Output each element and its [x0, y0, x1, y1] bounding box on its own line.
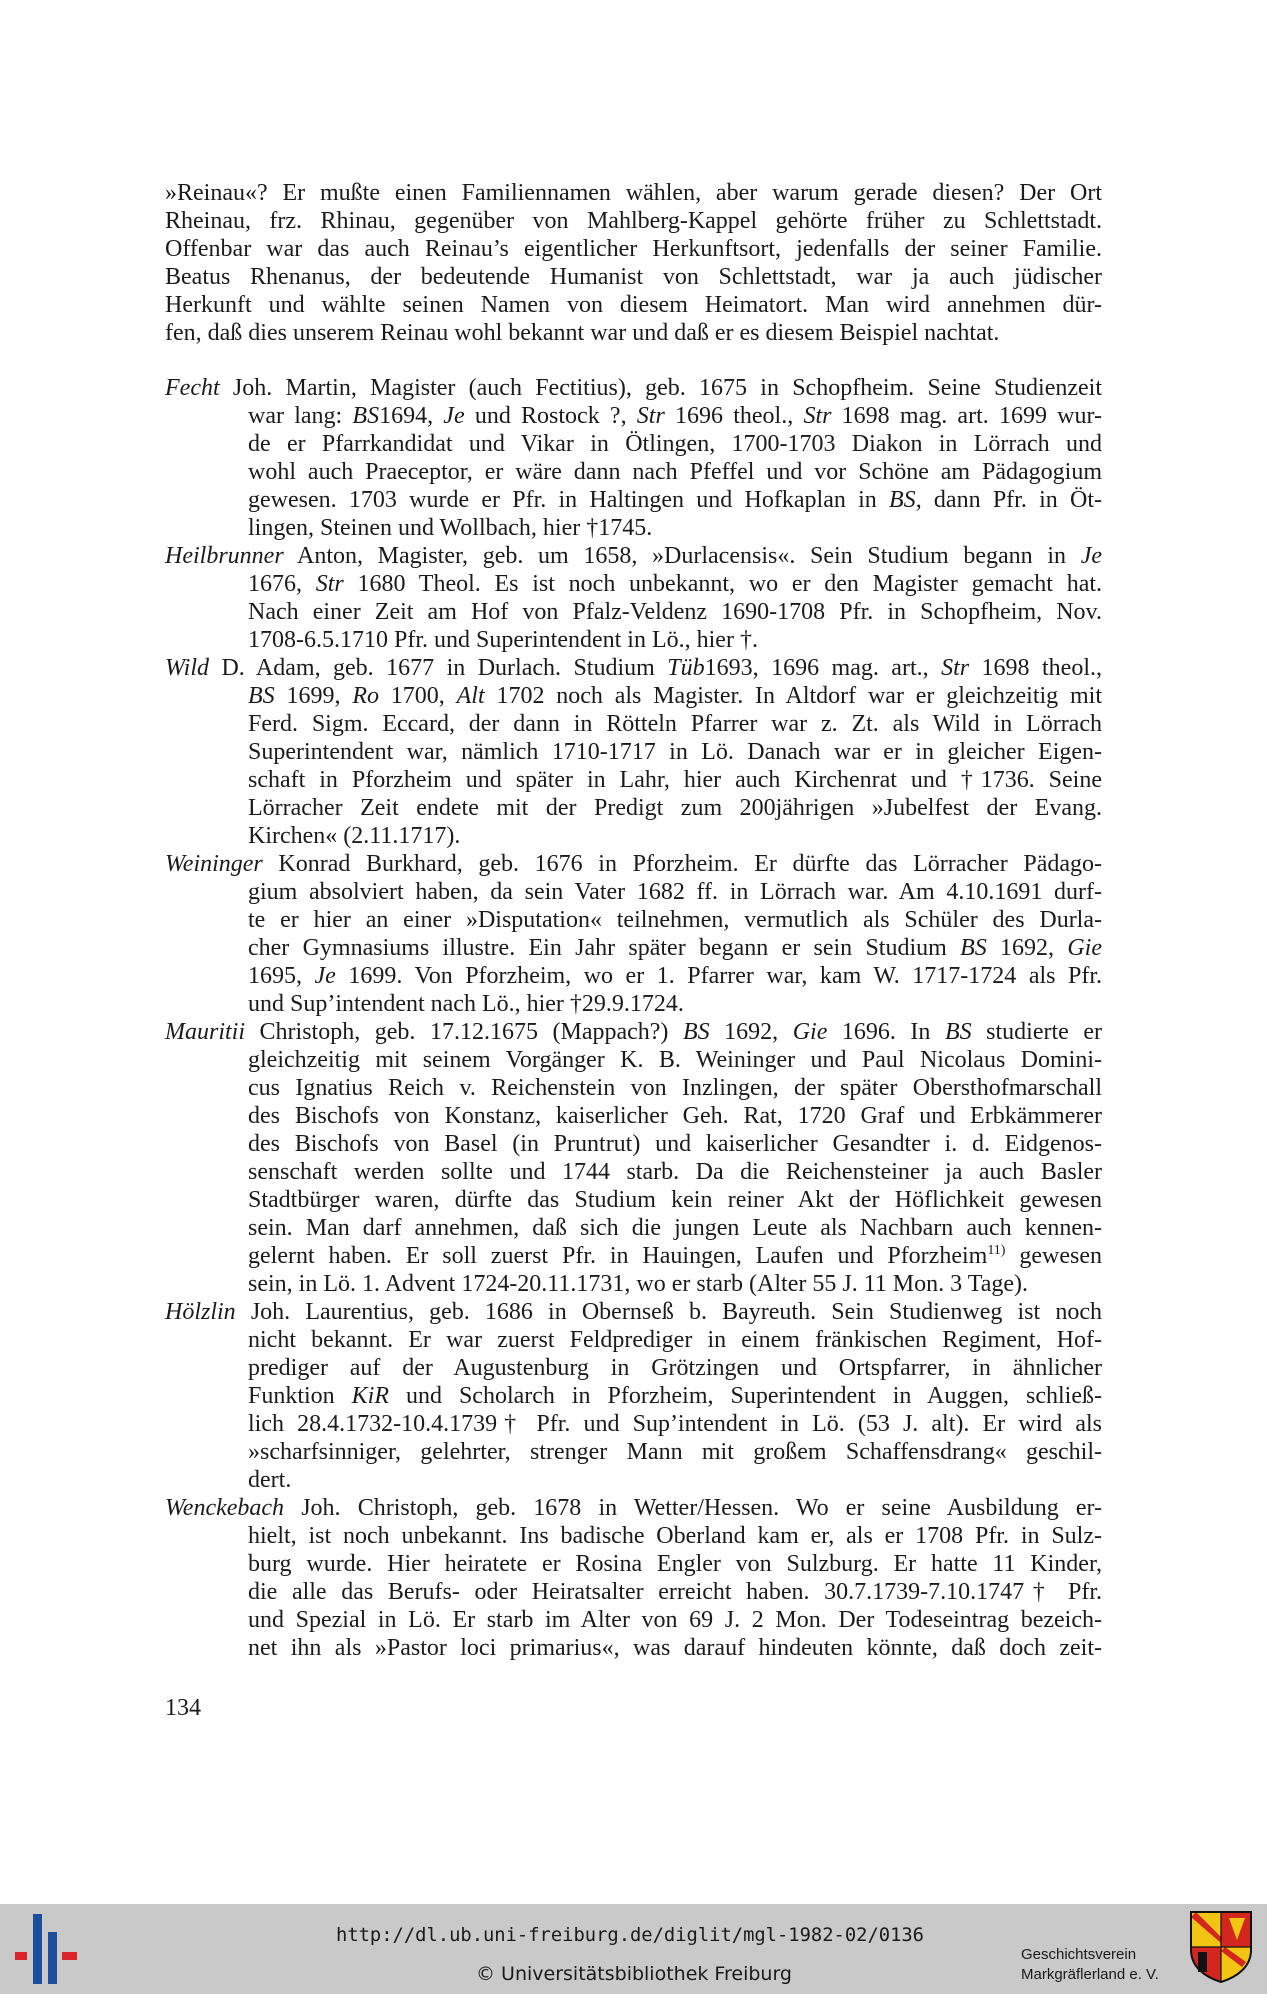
text-line: [165, 291, 1102, 319]
text-run: prediger auf der Augustenburg in Grötzingen und Ortspfarrer, in ähnlicher: [248, 1355, 1102, 1381]
text-run: und Spezial in Lö. Er starb im Alter von 69 J. 2 Mon. Der Todeseintrag bezeich-: [248, 1607, 1102, 1633]
italic-term: Mauritii: [165, 1019, 246, 1045]
text-run: Lörracher Zeit endete mit der Predigt zum 200jährigen »Jubelfest der Evang.: [248, 795, 1102, 821]
italic-term: Weininger: [165, 851, 263, 877]
text-line: [248, 1606, 1102, 1634]
text-line: [165, 235, 1102, 263]
entry-weininger: [165, 850, 1102, 1018]
text-line: [248, 710, 1102, 738]
text-line: [248, 1046, 1102, 1074]
italic-term: BS: [352, 403, 380, 429]
text-run: Funktion: [248, 1383, 352, 1409]
text-line: [248, 458, 1102, 486]
text-line: [248, 1382, 1102, 1410]
text-line: [248, 430, 1102, 458]
text-line: [248, 906, 1102, 934]
text-line: [248, 1354, 1102, 1382]
text-run: gleichzeitig mit seinem Vorgänger K. B. Weininger und Paul Nicolaus Domini-: [248, 1047, 1102, 1073]
text-line: [248, 1214, 1102, 1242]
text-run: senschaft werden sollte und 1744 starb. Da die Reichensteiner ja auch Basler: [248, 1159, 1102, 1185]
text-run: 1695,: [248, 963, 315, 989]
text-line: [248, 1550, 1102, 1578]
italic-term: Str: [803, 403, 832, 429]
page-number: 134: [165, 1695, 201, 1721]
text-run: dert.: [248, 1467, 292, 1493]
text-run: 1702 noch als Magister. In Altdorf war er gleichzeitig mit: [484, 683, 1103, 709]
text-line: [248, 1270, 1102, 1298]
text-line: [248, 990, 1102, 1018]
text-line: [248, 1074, 1102, 1102]
text-run: 1698 theol.,: [969, 655, 1102, 681]
text-run: 1693, 1696 mag. art.,: [704, 655, 942, 681]
italic-term: Hölzlin: [165, 1299, 236, 1325]
text-run: und Sup’intendent nach Lö., hier †29.9.1724.: [248, 991, 684, 1017]
copyright-notice: © Universitätsbibliothek Freiburg: [476, 1963, 792, 1985]
text-line: [248, 738, 1102, 766]
text-run: Superintendent war, nämlich 1710-1717 in Lö. Danach war er in gleicher Eigen-: [248, 739, 1102, 765]
text-run: sein, in Lö. 1. Advent 1724-20.11.1731, wo er starb (Alter 55 J. 11 Mon. 3 Tage).: [248, 1271, 1028, 1297]
text-line: [248, 1466, 1102, 1494]
entry-heilbrunner: [165, 542, 1102, 654]
biography-entries: [165, 374, 1102, 1662]
italic-term: BS: [944, 1019, 972, 1045]
text-run: 1700,: [378, 683, 457, 709]
text-run: lich 28.4.1732-10.4.1739† Pfr. und Sup’intendent in Lö. (53 J. alt). Er wird als: [248, 1411, 1102, 1437]
italic-term: Gie: [1067, 935, 1102, 961]
text-line: [248, 626, 1102, 654]
text-run: 1680 Theol. Es ist noch unbekannt, wo er den Magister gemacht hat.: [343, 571, 1103, 597]
text-run: fen, daß dies unserem Reinau wohl bekannt war und daß er es diesem Beispiel nachtat.: [165, 320, 1000, 346]
text-run: nicht bekannt. Er war zuerst Feldprediger in einem fränkischen Regiment, Hof-: [248, 1327, 1102, 1353]
society-name: [1021, 1945, 1159, 1985]
text-line: [165, 1298, 1102, 1326]
text-run: gium absolviert haben, da sein Vater 1682 ff. in Lörrach war. Am 4.10.1691 durf-: [248, 879, 1102, 905]
text-line: [248, 1522, 1102, 1550]
text-line: [165, 207, 1102, 235]
text-run: schaft in Pforzheim und später in Lahr, hier auch Kirchenrat und †1736. Seine: [248, 767, 1102, 793]
text-run: des Bischofs von Konstanz, kaiserlicher Geh. Rat, 1720 Graf und Erbkämmerer: [248, 1103, 1102, 1129]
italic-term: BS: [682, 1019, 710, 1045]
italic-term: Wenckebach: [165, 1495, 285, 1521]
text-run: gewesen. 1703 wurde er Pfr. in Haltingen und Hofkaplan in: [248, 487, 890, 513]
italic-term: Wild: [165, 655, 210, 681]
text-line: [248, 1410, 1102, 1438]
italic-term: Str: [315, 571, 344, 597]
footnote-reference: 11): [987, 1243, 1006, 1258]
text-run: Ferd. Sigm. Eccard, der dann in Rötteln Pfarrer war z. Zt. als Wild in Lörrach: [248, 711, 1102, 737]
entry-holzlin: [165, 1298, 1102, 1494]
text-line: [165, 1494, 1102, 1522]
text-run: Joh. Martin, Magister (auch Fectitius), geb. 1675 in Schopfheim. Seine Studienzeit: [219, 375, 1102, 401]
italic-term: Ro: [352, 683, 379, 709]
text-line: [248, 682, 1102, 710]
text-run: gewesen: [1005, 1243, 1102, 1269]
text-line: [165, 850, 1102, 878]
text-run: des Bischofs von Basel (in Pruntrut) und kaiserlicher Gesandter i. d. Eidgenos-: [248, 1131, 1102, 1157]
text-line: [165, 179, 1102, 207]
entry-wenckebach: [165, 1494, 1102, 1662]
footer-bar: [0, 1904, 1267, 1994]
text-run: net ihn als »Pastor loci primarius«, was darauf hindeuten könnte, daß doch zeit-: [248, 1635, 1102, 1661]
text-line: [248, 1242, 1102, 1270]
text-run: Joh. Laurentius, geb. 1686 in Obernseß b. Bayreuth. Sein Studienweg ist noch: [235, 1299, 1102, 1325]
text-line: [248, 486, 1102, 514]
text-line: [165, 1018, 1102, 1046]
text-run: studierte er: [971, 1019, 1102, 1045]
italic-term: BS: [248, 683, 275, 709]
italic-term: Tüb: [667, 655, 705, 681]
text-run: Beatus Rhenanus, der bedeutende Humanist von Schlettstadt, war ja auch jüdischer: [165, 264, 1102, 290]
text-run: 1698 mag. art. 1699 wur-: [831, 403, 1103, 429]
italic-term: Gie: [792, 1019, 828, 1045]
text-line: [248, 1578, 1102, 1606]
italic-term: BS: [960, 935, 987, 961]
text-line: [248, 514, 1102, 542]
text-line: [248, 1130, 1102, 1158]
italic-term: BS: [889, 487, 916, 513]
text-run: gelernt haben. Er soll zuerst Pfr. in Hauingen, Laufen und Pforzheim: [248, 1243, 988, 1269]
text-line: [248, 962, 1102, 990]
text-run: te er hier an einer »Disputation« teilnehmen, vermutlich als Schüler des Durla-: [248, 907, 1102, 933]
text-run: 1708-6.5.1710 Pfr. und Superintendent in Lö., hier †.: [248, 627, 758, 653]
text-run: hielt, ist noch unbekannt. Ins badische Oberland kam er, als er 1708 Pfr. in Sulz-: [248, 1523, 1102, 1549]
text-run: Rheinau, frz. Rhinau, gegenüber von Mahlberg-Kappel gehörte früher zu Schlettstadt.: [165, 208, 1102, 234]
text-run: cher Gymnasiums illustre. Ein Jahr später begann er sein Studium: [248, 935, 961, 961]
text-run: burg wurde. Hier heiratete er Rosina Engler von Sulzburg. Er hatte 11 Kinder,: [248, 1551, 1102, 1577]
text-run: Konrad Burkhard, geb. 1676 in Pforzheim. Er dürfte das Lörracher Pädago-: [262, 851, 1102, 877]
society-name-line-1: Geschichtsverein: [1021, 1946, 1137, 1963]
text-run: de er Pfarrkandidat und Vikar in Ötlingen, 1700-1703 Diakon in Lörrach und: [248, 431, 1102, 457]
text-run: Stadtbürger waren, dürfte das Studium kein reiner Akt der Höflichkeit gewesen: [248, 1187, 1102, 1213]
text-run: , dann Pfr. in Öt-: [915, 487, 1102, 513]
text-run: die alle das Berufs- oder Heiratsalter erreicht haben. 30.7.1739-7.10.1747† Pfr.: [248, 1579, 1102, 1605]
text-line: [248, 794, 1102, 822]
text-run: Kirchen« (2.11.1717).: [248, 823, 461, 849]
italic-term: Alt: [456, 683, 485, 709]
text-run: sein. Man darf annehmen, daß sich die jungen Leute als Nachbarn auch kennen-: [248, 1215, 1102, 1241]
text-run: wohl auch Praeceptor, er wäre dann nach Pfeffel und vor Schöne am Pädagogium: [248, 459, 1102, 485]
permalink-link[interactable]: http://dl.ub.uni-freiburg.de/diglit/mgl-1982-02/0136: [336, 1925, 924, 1946]
text-line: [248, 598, 1102, 626]
text-run: war lang:: [248, 403, 353, 429]
text-run: 1692,: [986, 935, 1068, 961]
italic-term: Str: [636, 403, 665, 429]
text-run: Herkunft und wählte seinen Namen von diesem Heimatort. Man wird annehmen dür-: [165, 292, 1102, 318]
text-run: »scharfsinniger, gelehrter, strenger Mann mit großem Schaffensdrang« geschil-: [248, 1439, 1102, 1465]
italic-term: Str: [941, 655, 970, 681]
text-line: [248, 1634, 1102, 1662]
entry-fecht: [165, 374, 1102, 542]
italic-term: KiR: [351, 1383, 389, 1409]
text-run: 1694,: [379, 403, 444, 429]
text-line: [165, 319, 1102, 347]
italic-term: Je: [314, 963, 336, 989]
society-name-line-2: Markgräflerland e. V.: [1021, 1966, 1159, 1983]
text-line: [248, 878, 1102, 906]
text-run: Anton, Magister, geb. um 1658, »Durlacensis«. Sein Studium begann in: [283, 543, 1081, 569]
library-logo-icon: [0, 1904, 90, 1994]
entry-wild: [165, 654, 1102, 850]
italic-term: Je: [1080, 543, 1102, 569]
text-run: 1699. Von Pforzheim, wo er 1. Pfarrer war, kam W. 1717-1724 als Pfr.: [335, 963, 1103, 989]
text-line: [248, 1326, 1102, 1354]
text-run: Joh. Christoph, geb. 1678 in Wetter/Hessen. Wo er seine Ausbildung er-: [284, 1495, 1102, 1521]
text-run: Nach einer Zeit am Hof von Pfalz-Veldenz 1690-1708 Pfr. in Schopfheim, Nov.: [248, 599, 1102, 625]
text-run: und Scholarch in Pforzheim, Superintendent in Auggen, schließ-: [389, 1383, 1102, 1409]
text-run: 1696. In: [827, 1019, 945, 1045]
text-line: [248, 766, 1102, 794]
text-run: 1696 theol.,: [664, 403, 804, 429]
text-run: Offenbar war das auch Reinau’s eigentlicher Herkunftsort, jedenfalls der seiner Familie.: [165, 236, 1102, 262]
italic-term: Je: [443, 403, 465, 429]
text-run: und Rostock ?,: [464, 403, 637, 429]
text-run: D. Adam, geb. 1677 in Durlach. Studium: [209, 655, 668, 681]
text-run: 1699,: [274, 683, 353, 709]
text-line: [248, 934, 1102, 962]
entry-mauritii: [165, 1018, 1102, 1298]
text-line: [248, 402, 1102, 430]
text-line: [248, 822, 1102, 850]
text-line: [248, 1158, 1102, 1186]
text-run: »Reinau«? Er mußte einen Familiennamen wählen, aber warum gerade diesen? Der Ort: [165, 180, 1102, 206]
text-run: cus Ignatius Reich v. Reichenstein von Inzlingen, der später Obersthofmarschall: [248, 1075, 1102, 1101]
text-run: Christoph, geb. 17.12.1675 (Mappach?): [245, 1019, 683, 1045]
text-line: [165, 654, 1102, 682]
text-line: [248, 1102, 1102, 1130]
text-line: [248, 570, 1102, 598]
italic-term: Fecht: [165, 375, 220, 401]
intro-paragraph: [165, 179, 1102, 347]
text-line: [165, 542, 1102, 570]
text-line: [165, 374, 1102, 402]
italic-term: Heilbrunner: [165, 543, 284, 569]
text-run: lingen, Steinen und Wollbach, hier †1745.: [248, 515, 653, 541]
text-line: [248, 1186, 1102, 1214]
coat-of-arms-icon: [1189, 1910, 1253, 1984]
text-run: 1676,: [248, 571, 316, 597]
text-line: [165, 263, 1102, 291]
text-line: [248, 1438, 1102, 1466]
text-run: 1692,: [709, 1019, 793, 1045]
